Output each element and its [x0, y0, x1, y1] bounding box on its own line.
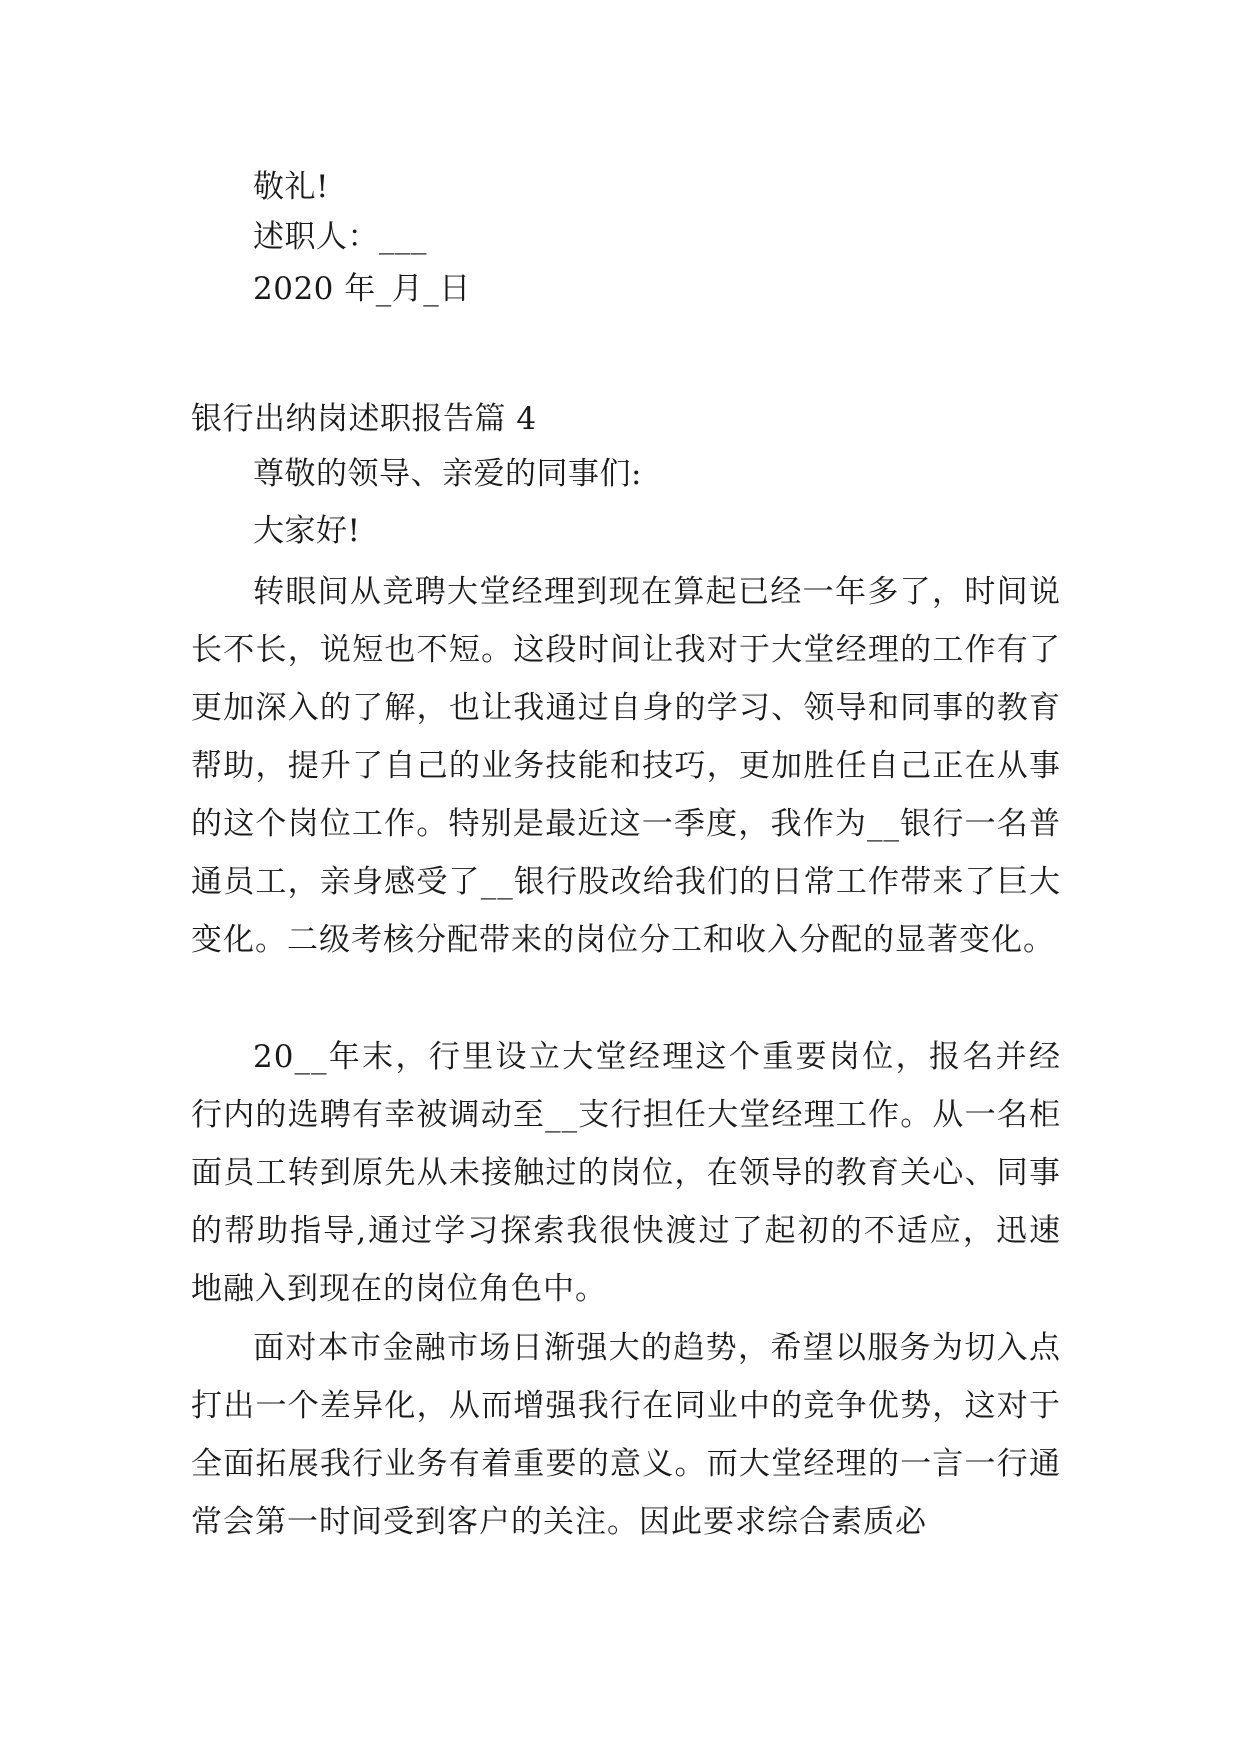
greeting: 尊敬的领导、亲爱的同事们:	[253, 456, 642, 492]
date-line: 2020 年_月_日	[253, 271, 471, 307]
section-title: 银行出纳岗述职报告篇 4	[191, 401, 537, 437]
body-paragraph-2: 20__年末，行里设立大堂经理这个重要岗位，报名并经行内的选聘有幸被调动至__支行担任大堂经理工作。从一名柜面员工转到原先从未接触过的岗位，在领导的教育关心、同事的帮助指导,通过学习探索我很快渡过了起初的不适应，迅速地融入到现在的岗位角色中。	[191, 1039, 1061, 1307]
signer-line: 述职人：___	[253, 219, 427, 255]
hello: 大家好!	[253, 513, 361, 549]
closing-salute: 敬礼!	[253, 169, 329, 205]
body-paragraph-1: 转眼间从竞聘大堂经理到现在算起已经一年多了，时间说长不长，说短也不短。这段时间让我对于大堂经理的工作有了更加深入的了解，也让我通过自身的学习、领导和同事的教育帮助，提升了自己的业务技能和技巧，更加胜任自己正在从事的这个岗位工作。特别是最近这一季度，我作为__银行一名普通员工，亲身感受了__银行股改给我们的日常工作带来了巨大变化。二级考核分配带来的岗位分工和收入分配的显著变化。	[191, 574, 1061, 958]
body-paragraph-3: 面对本市金融市场日渐强大的趋势，希望以服务为切入点打出一个差异化，从而增强我行在同业中的竞争优势，这对于全面拓展我行业务有着重要的意义。而大堂经理的一言一行通常会第一时间受到客户的关注。因此要求综合素质必	[191, 1330, 1061, 1540]
